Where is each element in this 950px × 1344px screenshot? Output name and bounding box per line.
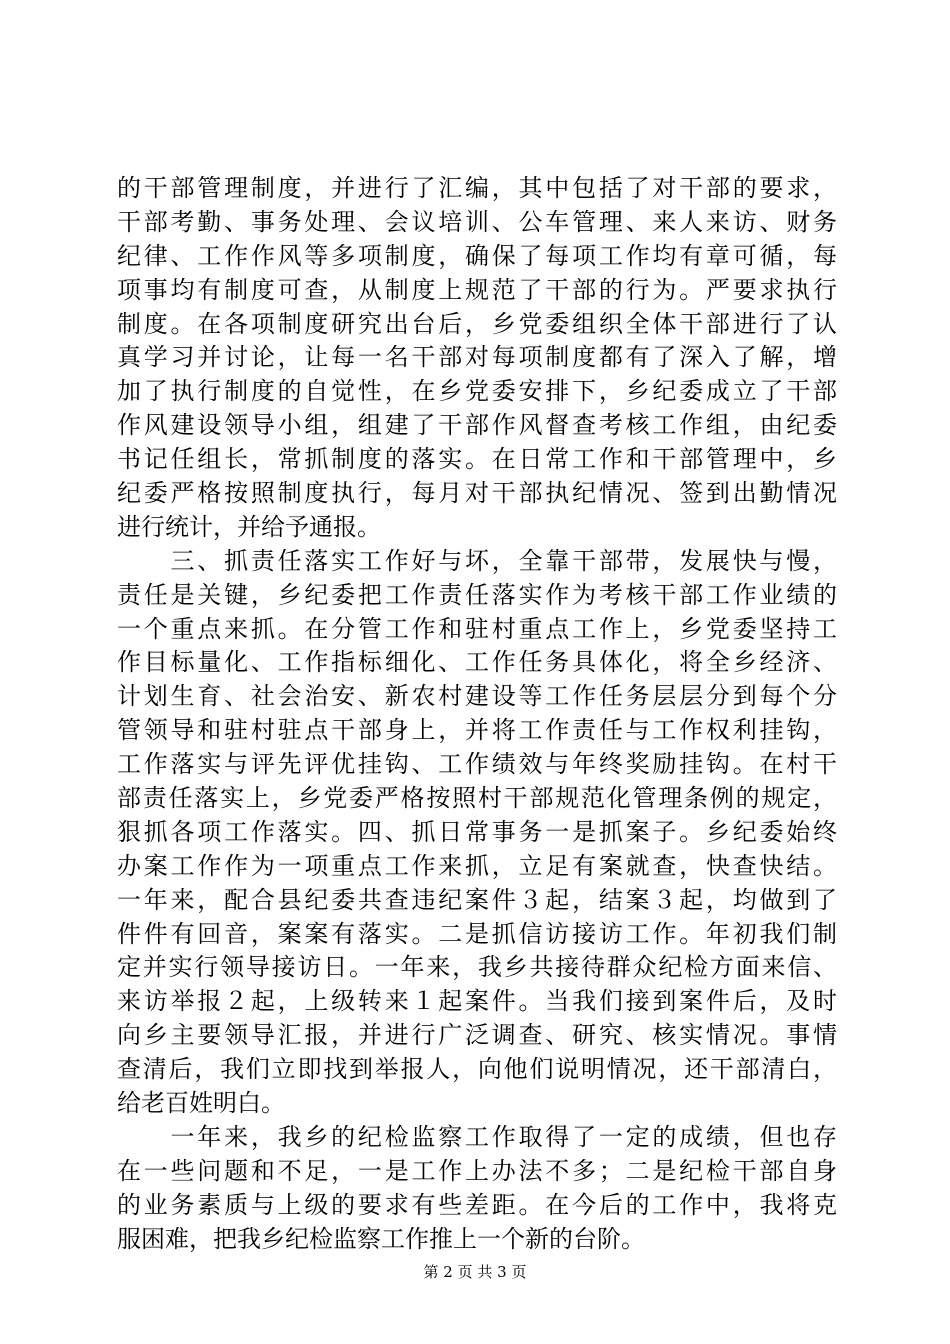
page-number-footer: 第 2 页 共 3 页 bbox=[423, 1263, 527, 1281]
text-line: 件件有回音，案案有落实。二是抓信访接访工作。年初我们制 bbox=[117, 919, 837, 948]
text-line: 进行统计，并给予通报。 bbox=[117, 512, 381, 541]
text-line: 一年来，配合县纪委共查违纪案件３起，结案３起，均做到了 bbox=[117, 885, 837, 914]
text-line: 纪律、工作作风等多项制度，确保了每项工作均有章可循，每 bbox=[117, 241, 837, 270]
text-line: 工作落实与评先评优挂钩、工作绩效与年终奖励挂钩。在村干 bbox=[117, 750, 837, 779]
text-line: 作目标量化、工作指标细化、工作任务具体化，将全乡经济、 bbox=[117, 648, 837, 677]
text-line: 服困难，把我乡纪检监察工作推上一个新的台阶。 bbox=[117, 1224, 645, 1253]
text-line: 纪委严格按照制度执行，每月对干部执纪情况、签到出勤情况 bbox=[117, 479, 837, 508]
text-line: 作风建设领导小组，组建了干部作风督查考核工作组，由纪委 bbox=[117, 411, 837, 440]
text-line: 计划生育、社会治安、新农村建设等工作任务层层分到每个分 bbox=[117, 682, 837, 711]
text-line: 责任是关键，乡纪委把工作责任落实作为考核干部工作业绩的 bbox=[117, 580, 837, 609]
text-line: 部责任落实上，乡党委严格按照村干部规范化管理条例的规定， bbox=[117, 784, 837, 813]
text-line: 向乡主要领导汇报，并进行广泛调查、研究、核实情况。事情 bbox=[117, 1021, 837, 1050]
text-line: 在一些问题和不足，一是工作上办法不多；二是纪检干部自身 bbox=[117, 1156, 837, 1185]
text-line: 三、抓责任落实工作好与坏，全靠干部带，发展快与慢， bbox=[117, 546, 837, 575]
text-line: 给老百姓明白。 bbox=[117, 1089, 285, 1118]
text-line: 制度。在各项制度研究出台后，乡党委组织全体干部进行了认 bbox=[117, 309, 837, 338]
paragraph-3 bbox=[117, 1121, 837, 1257]
text-line: 一个重点来抓。在分管工作和驻村重点工作上，乡党委坚持工 bbox=[117, 614, 837, 643]
text-line: 办案工作作为一项重点工作来抓，立足有案就查，快查快结。 bbox=[117, 851, 837, 880]
text-line: 的干部管理制度，并进行了汇编，其中包括了对干部的要求， bbox=[117, 174, 837, 202]
paragraph-1 bbox=[117, 172, 837, 545]
document-body bbox=[117, 172, 837, 1257]
text-line: 查清后，我们立即找到举报人，向他们说明情况，还干部清白， bbox=[117, 1055, 837, 1084]
text-line: 真学习并讨论，让每一名干部对每项制度都有了深入了解，增 bbox=[117, 343, 837, 372]
text-line: 加了执行制度的自觉性，在乡党委安排下，乡纪委成立了干部 bbox=[117, 377, 837, 406]
text-line: 项事均有制度可查，从制度上规范了干部的行为。严要求执行 bbox=[117, 275, 837, 304]
text-line: 管领导和驻村驻点干部身上，并将工作责任与工作权利挂钩， bbox=[117, 716, 837, 745]
text-line: 一年来，我乡的纪检监察工作取得了一定的成绩，但也存 bbox=[117, 1122, 837, 1151]
text-line: 的业务素质与上级的要求有些差距。在今后的工作中，我将克 bbox=[117, 1190, 837, 1219]
text-line: 来访举报２起，上级转来１起案件。当我们接到案件后，及时 bbox=[117, 987, 837, 1016]
text-line: 干部考勤、事务处理、会议培训、公车管理、来人来访、财务 bbox=[117, 207, 837, 236]
text-line: 定并实行领导接访日。一年来，我乡共接待群众纪检方面来信、 bbox=[117, 953, 837, 982]
paragraph-2 bbox=[117, 545, 837, 1121]
text-line: 狠抓各项工作落实。四、抓日常事务一是抓案子。乡纪委始终 bbox=[117, 817, 837, 846]
text-line: 书记任组长，常抓制度的落实。在日常工作和干部管理中，乡 bbox=[117, 445, 837, 474]
